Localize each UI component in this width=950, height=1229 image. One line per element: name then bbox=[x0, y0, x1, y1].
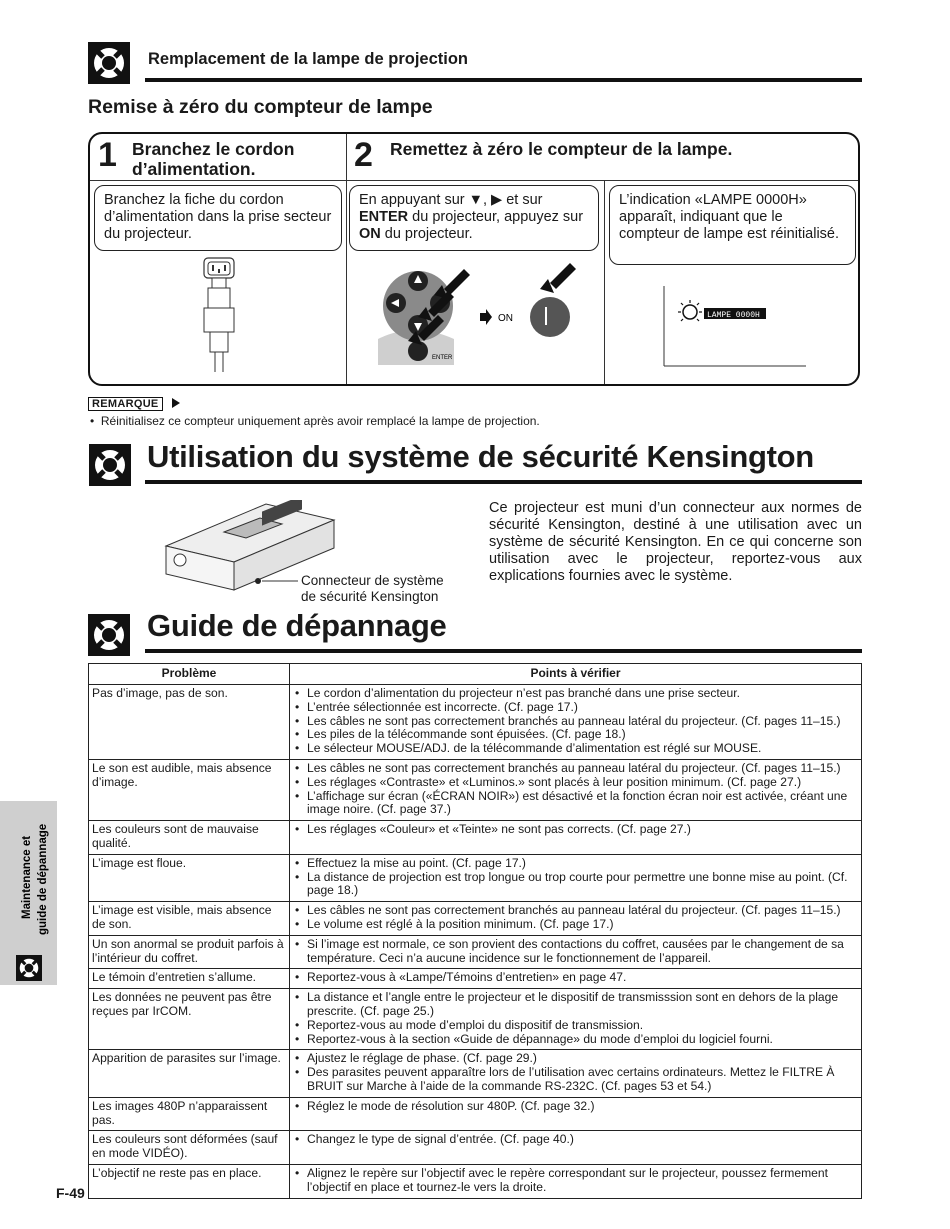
list-item: • Ajustez le réglage de phase. (Cf. page 29.) bbox=[293, 1052, 858, 1066]
table-row bbox=[89, 1164, 862, 1198]
chapter-tab-line2: guide de dépannage bbox=[37, 823, 49, 935]
power-cord-icon bbox=[198, 256, 242, 374]
problem-cell: Apparition de parasites sur l’image. bbox=[89, 1050, 290, 1097]
problem-cell: Un son anormal se produit parfois à l’intérieur du coffret. bbox=[89, 935, 290, 969]
lifebuoy-icon bbox=[88, 614, 130, 656]
list-item: • La distance de projection est trop longue ou trop courte pour permettre une bonne mise au point. (Cf. page 18.) bbox=[293, 871, 858, 899]
on-label: ON bbox=[498, 313, 513, 324]
kensington-caption bbox=[301, 573, 444, 605]
divider bbox=[604, 180, 605, 384]
guide-title: Guide de dépannage bbox=[147, 608, 447, 643]
list-item: • Si l’image est normale, ce son provient des contactions du coffret, causées par le changement de sa température. Ceci n’a aucune incidence sur le fonctionnement de l’appareil. bbox=[293, 938, 858, 966]
lamp-counter-readout: LAMPE 0000H bbox=[707, 311, 760, 320]
step-number: 1 bbox=[98, 136, 117, 174]
problem-cell: Les données ne peuvent pas être reçues par IrCOM. bbox=[89, 989, 290, 1050]
remarque-label: REMARQUE bbox=[88, 397, 163, 411]
checks-cell bbox=[290, 1131, 862, 1165]
list-item: • La distance et l’angle entre le projecteur et le dispositif de transmisssion sont en dehors de la plage prescrite. (Cf. page 25.) bbox=[293, 991, 858, 1019]
kensington-rule bbox=[145, 480, 862, 484]
checks-cell bbox=[290, 1050, 862, 1097]
list-item: • Reportez-vous à la section «Guide de dépannage» du mode d’emploi du logiciel fourni. bbox=[293, 1033, 858, 1047]
list-item: • Les piles de la télécommande sont épuisées. (Cf. page 18.) bbox=[293, 728, 858, 742]
chapter-tab-line1: Maintenance et bbox=[21, 835, 33, 919]
list-item: • Les réglages «Couleur» et «Teinte» ne sont pas corrects. (Cf. page 27.) bbox=[293, 823, 858, 837]
table-row bbox=[89, 854, 862, 901]
checks-cell bbox=[290, 759, 862, 820]
step1-instruction: Branchez la fiche du cordon d’alimentation dans la prise secteur du projecteur. bbox=[94, 185, 342, 251]
step1-title-line1: Branchez le cordon bbox=[132, 139, 295, 159]
problem-cell: L’objectif ne reste pas en place. bbox=[89, 1164, 290, 1198]
enter-label: ENTER bbox=[432, 355, 453, 361]
step1-title-line2: d’alimentation. bbox=[132, 159, 256, 179]
troubleshooting-table bbox=[88, 663, 862, 1199]
problem-cell: Les couleurs sont déformées (sauf en mode VIDÉO). bbox=[89, 1131, 290, 1165]
step2-result: L’indication «LAMPE 0000H» apparaît, indiquant que le compteur de lampe est réinitialisé. bbox=[609, 185, 856, 265]
checks-cell bbox=[290, 989, 862, 1050]
lifebuoy-icon bbox=[89, 444, 131, 486]
kensington-paragraph: Ce projecteur est muni d’un connecteur aux normes de sécurité Kensington, destiné à une utilisation avec un système de sécurité Kensington. En ce qui concerne son utilisation avec le projecteur, reportez-vous aux explications fournies avec le système. bbox=[489, 500, 862, 584]
problem-cell: Pas d’image, pas de son. bbox=[89, 685, 290, 760]
table-row bbox=[89, 935, 862, 969]
table-row bbox=[89, 759, 862, 820]
table-row bbox=[89, 821, 862, 855]
divider bbox=[90, 180, 858, 181]
projector-buttons-illustration bbox=[374, 261, 584, 371]
table-row bbox=[89, 969, 862, 989]
checks-cell bbox=[290, 969, 862, 989]
list-item: • L’affichage sur écran («ÉCRAN NOIR») est désactivé et la fonction écran noir est activée, créant une image noire. (Cf. page 37.) bbox=[293, 790, 858, 818]
table-row bbox=[89, 902, 862, 936]
lamp-reset-steps-panel bbox=[88, 132, 860, 386]
list-item: • Reportez-vous à «Lampe/Témoins d’entretien» en page 47. bbox=[293, 971, 858, 985]
list-item: • Le volume est réglé à la position minimum. (Cf. page 17.) bbox=[293, 918, 858, 932]
caption-line1: Connecteur de système bbox=[301, 573, 444, 588]
table-row bbox=[89, 1097, 862, 1131]
arrow-icon bbox=[172, 398, 180, 408]
list-item: • Les réglages «Contraste» et «Luminos.» sont placés à leur position minimum. (Cf. page 27.) bbox=[293, 776, 858, 790]
list-item: • L’entrée sélectionnée est incorrecte. (Cf. page 17.) bbox=[293, 701, 858, 715]
table-row bbox=[89, 1050, 862, 1097]
chapter-tab-label bbox=[0, 801, 57, 951]
problem-cell: L’image est visible, mais absence de son. bbox=[89, 902, 290, 936]
checks-cell bbox=[290, 935, 862, 969]
list-item: • Effectuez la mise au point. (Cf. page 17.) bbox=[293, 857, 858, 871]
list-item: • Des parasites peuvent apparaître lors de l’utilisation avec certains ordinateurs. Mettez le FILTRE À BRUIT sur Marche à l’aide de la commande RS-232C. (Cf. pages 53 et 54.) bbox=[293, 1066, 858, 1094]
problem-cell: Le témoin d’entretien s’allume. bbox=[89, 969, 290, 989]
problem-cell: Les couleurs sont de mauvaise qualité. bbox=[89, 821, 290, 855]
column-header-problem: Problème bbox=[89, 664, 290, 685]
checks-cell bbox=[290, 1164, 862, 1198]
list-item: • Le cordon d’alimentation du projecteur n’est pas branché dans une prise secteur. bbox=[293, 687, 858, 701]
checks-cell bbox=[290, 1097, 862, 1131]
note: • Réinitialisez ce compteur uniquement après avoir remplacé la lampe de projection. bbox=[90, 414, 540, 428]
list-item: • Reportez-vous au mode d’emploi du dispositif de transmission. bbox=[293, 1019, 858, 1033]
problem-cell: L’image est floue. bbox=[89, 854, 290, 901]
checks-cell bbox=[290, 821, 862, 855]
table-row bbox=[89, 989, 862, 1050]
list-item: • Les câbles ne sont pas correctement branchés au panneau latéral du projecteur. (Cf. pages 11–15.) bbox=[293, 904, 858, 918]
problem-cell: Le son est audible, mais absence d’image. bbox=[89, 759, 290, 820]
column-header-checks: Points à vérifier bbox=[290, 664, 862, 685]
checks-cell bbox=[290, 854, 862, 901]
section-header-title: Remplacement de la lampe de projection bbox=[148, 50, 469, 68]
lifebuoy-icon bbox=[88, 42, 130, 84]
list-item: • Réglez le mode de résolution sur 480P. (Cf. page 32.) bbox=[293, 1100, 858, 1114]
caption-line2: de sécurité Kensington bbox=[301, 589, 439, 604]
problem-cell: Les images 480P n’apparaissent pas. bbox=[89, 1097, 290, 1131]
step2-instruction: En appuyant sur ▼, ▶ et sur ENTER du projecteur, appuyez sur ON du projecteur. bbox=[349, 185, 599, 251]
table-row bbox=[89, 685, 862, 760]
list-item: • Le sélecteur MOUSE/ADJ. de la télécommande d’alimentation est réglé sur MOUSE. bbox=[293, 742, 858, 756]
checks-cell bbox=[290, 902, 862, 936]
kensington-title: Utilisation du système de sécurité Kensington bbox=[147, 439, 814, 474]
list-item: • Alignez le repère sur l’objectif avec le repère correspondant sur le projecteur, poussez fermement l’objectif en place et tournez-le vers la droite. bbox=[293, 1167, 858, 1195]
list-item: • Les câbles ne sont pas correctement branchés au panneau latéral du projecteur. (Cf. pages 11–15.) bbox=[293, 715, 858, 729]
lamp-counter-screen bbox=[660, 286, 808, 370]
divider bbox=[346, 134, 347, 384]
list-item: • Les câbles ne sont pas correctement branchés au panneau latéral du projecteur. (Cf. pages 11–15.) bbox=[293, 762, 858, 776]
step2-title: Remettez à zéro le compteur de la lampe. bbox=[390, 139, 733, 159]
header-rule bbox=[145, 78, 862, 82]
guide-rule bbox=[145, 649, 862, 653]
list-item: • Changez le type de signal d’entrée. (Cf. page 40.) bbox=[293, 1133, 858, 1147]
checks-cell bbox=[290, 685, 862, 760]
lifebuoy-icon bbox=[16, 955, 42, 981]
lamp-reset-title: Remise à zéro du compteur de lampe bbox=[88, 96, 433, 118]
table-row bbox=[89, 1131, 862, 1165]
page-number: F-49 bbox=[56, 1185, 85, 1201]
step1-title bbox=[132, 139, 294, 179]
step-number: 2 bbox=[354, 136, 373, 174]
chapter-tab bbox=[0, 801, 57, 985]
